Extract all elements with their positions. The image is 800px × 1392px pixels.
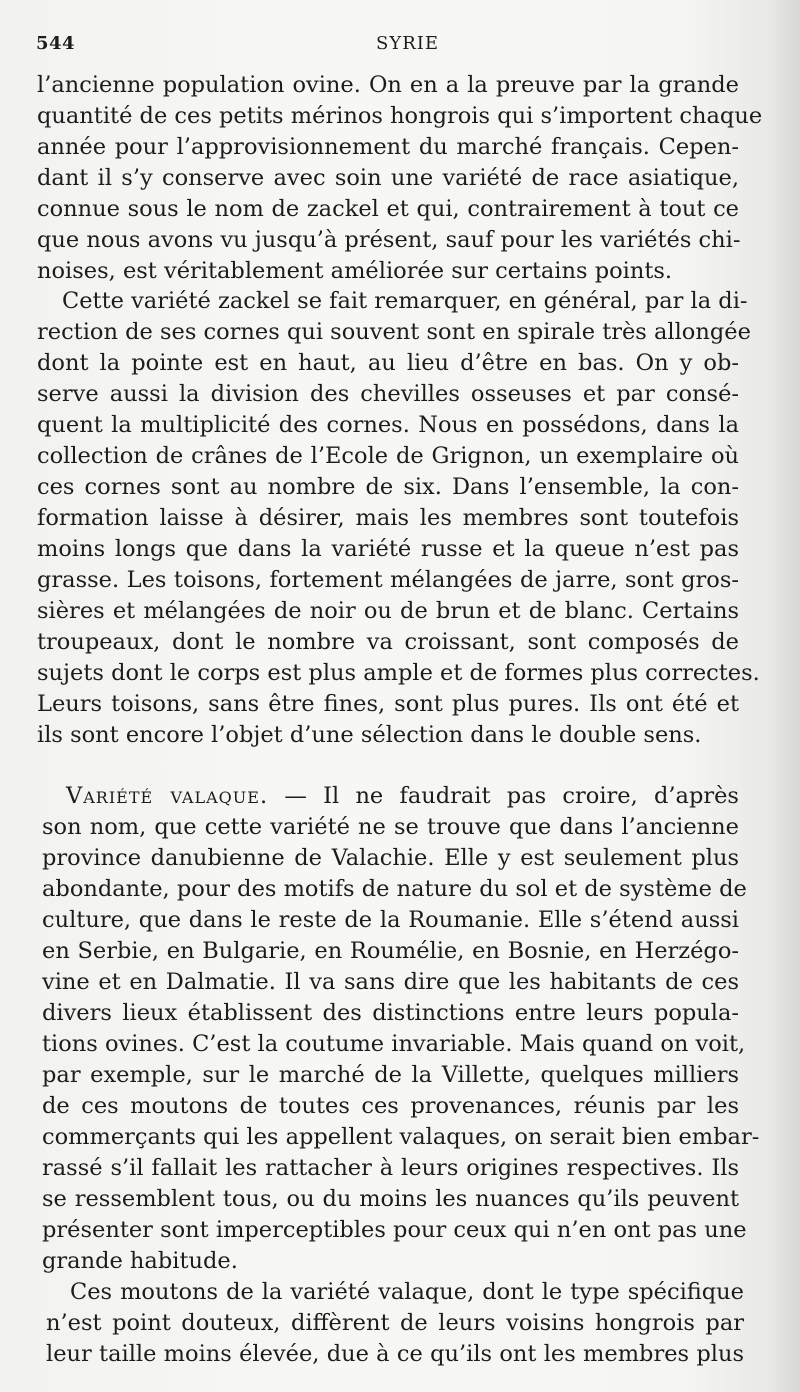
text-line: rection de ses cornes qui souvent sont en spirale très allongée — [37, 319, 751, 345]
text-line: quent la multiplicité des cornes. Nous en possédons, dans la — [37, 412, 739, 438]
text-line: serve aussi la division des chevilles osseuses et par consé- — [37, 381, 739, 407]
text-line: grande habitude. — [42, 1248, 238, 1274]
text-line: l’ancienne population ovine. On en a la preuve par la grande — [37, 72, 739, 98]
running-head: SYRIE — [376, 33, 440, 54]
text-line: Leurs toisons, sans être fines, sont plus pures. Ils ont été et — [37, 691, 739, 717]
text-line: formation laisse à désirer, mais les membres sont toutefois — [37, 505, 739, 531]
text-line: se ressemblent tous, ou du moins les nuances qu’ils peuvent — [42, 1186, 739, 1212]
text-line: de ces moutons de toutes ces provenances, réunis par les — [42, 1093, 739, 1119]
text-line: culture, que dans le reste de la Roumanie. Elle s’étend aussi — [42, 907, 739, 933]
text-line: commerçants qui les appellent valaques, on serait bien embar- — [42, 1124, 760, 1150]
text-line: divers lieux établissent des distinctions entre leurs popula- — [42, 1000, 739, 1026]
page-number: 544 — [36, 33, 76, 54]
text-line: dant il s’y conserve avec soin une variété de race asiatique, — [37, 165, 739, 191]
text-line: leur taille moins élevée, due à ce qu’ils ont les membres plus — [46, 1341, 744, 1367]
text-line: connue sous le nom de zackel et qui, contrairement à tout ce — [37, 196, 739, 222]
text-line: en Serbie, en Bulgarie, en Roumélie, en Bosnie, en Herzégo- — [42, 938, 739, 964]
text-line: quantité de ces petits mérinos hongrois qui s’importent chaque — [37, 103, 763, 129]
text-line: noises, est véritablement améliorée sur certains points. — [37, 258, 673, 284]
text-line: vine et en Dalmatie. Il va sans dire que les habitants de ces — [42, 969, 739, 995]
text-line: présenter sont imperceptibles pour ceux qui n’en ont pas une — [42, 1217, 747, 1243]
text-line: son nom, que cette variété ne se trouve que dans l’ancienne — [42, 814, 739, 840]
text-line: ils sont encore l’objet d’une sélection dans le double sens. — [37, 722, 702, 748]
text-line: sières et mélangées de noir ou de brun et de blanc. Certains — [37, 598, 739, 624]
text-line — [66, 781, 739, 812]
text-line: année pour l’approvisionnement du marché français. Cepen- — [37, 134, 739, 160]
text-line: grasse. Les toisons, fortement mélangées de jarre, sont gros- — [37, 567, 739, 593]
text-line: collection de crânes de l’Ecole de Grignon, un exemplaire où — [37, 443, 739, 469]
text-line: n’est point douteux, diffèrent de leurs voisins hongrois par — [46, 1310, 744, 1336]
text-line: que nous avons vu jusqu’à présent, sauf pour les variétés chi- — [37, 227, 741, 253]
text-line: province danubienne de Valachie. Elle y est seulement plus — [42, 845, 739, 871]
text-line: moins longs que dans la variété russe et la queue n’est pas — [37, 536, 739, 562]
text-run: — Il ne faudrait pas croire, d’après — [268, 783, 739, 809]
text-line: troupeaux, dont le nombre va croissant, sont composés de — [37, 629, 739, 655]
text-line: rassé s’il fallait les rattacher à leurs origines respectives. Ils — [42, 1155, 739, 1181]
text-line: Cette variété zackel se fait remarquer, en général, par la di- — [62, 288, 748, 314]
text-line: dont la pointe est en haut, au lieu d’être en bas. On y ob- — [37, 350, 739, 376]
text-line: par exemple, sur le marché de la Villette, quelques milliers — [42, 1062, 739, 1088]
text-line: Ces moutons de la variété valaque, dont le type spécifique — [70, 1279, 744, 1305]
page-header — [36, 33, 736, 57]
text-line: abondante, pour des motifs de nature du sol et de système de — [42, 876, 747, 902]
text-line: tions ovines. C’est la coutume invariable. Mais quand on voit, — [42, 1031, 746, 1057]
text-line: ces cornes sont au nombre de six. Dans l’ensemble, la con- — [37, 474, 739, 500]
section-heading: Variété valaque. — [66, 783, 269, 809]
text-line: sujets dont le corps est plus ample et de formes plus correctes. — [37, 660, 760, 686]
